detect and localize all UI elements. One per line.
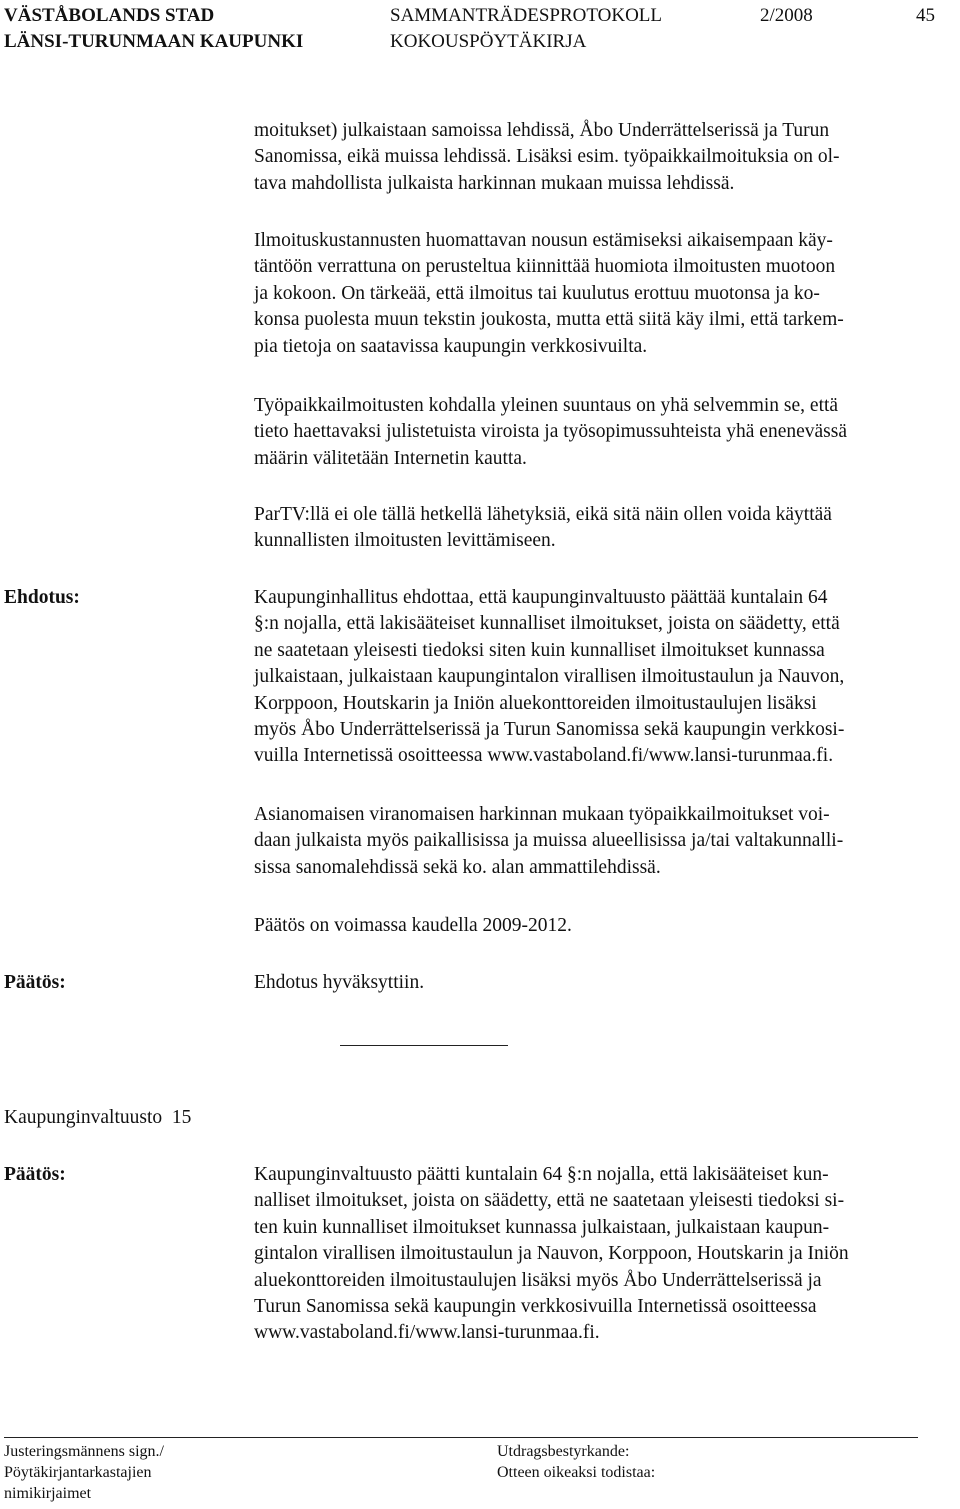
proposal-text-2 (254, 802, 958, 881)
text-line: kunnallisten ilmoitusten levittämiseen. (254, 530, 556, 552)
footer-signature-label (4, 1441, 164, 1504)
text-line: Turun Sanomissa sekä kaupungin verkkosivuilla Internetissä osoitteessa (254, 1296, 817, 1318)
text-line: tieto haettavaksi julistetuista viroista ja työsopimussuhteista yhä enenevässä (254, 421, 847, 443)
paragraph-1 (254, 118, 958, 197)
text-line: konsa puolesta muun tekstin joukosta, mutta että siitä käy ilmi, että tarkem- (254, 309, 844, 331)
text-line: täntöön verrattuna on perusteltua kiinnittää huomiota ilmoitusten muotoon (254, 256, 836, 278)
doc-number: 2/2008 (760, 5, 813, 26)
text-line: aluekonttoreiden ilmoitustaulujen lisäksi myös Åbo Underrättelserissä ja (254, 1269, 822, 1291)
text-line: www.vastaboland.fi/www.lansi-turunmaa.fi. (254, 1322, 600, 1344)
text-line: nalliset ilmoitukset, joista on säädetty, että ne saatetaan yleisesti tiedoksi si- (254, 1190, 845, 1212)
footer-line: Justeringsmännens sign./ (4, 1443, 164, 1460)
decision-text: Ehdotus hyväksyttiin. (254, 972, 425, 993)
text-line: määrin välitetään Internetin kautta. (254, 447, 527, 469)
text-line: moitukset) julkaistaan samoissa lehdissä, Åbo Underrättelserissä ja Turun (254, 120, 830, 141)
text-line: myös Åbo Underrättelserissä ja Turun Sanomissa sekä kaupungin verkkosi- (254, 719, 845, 741)
paragraph-2 (254, 228, 958, 360)
text-line: gintalon virallisen ilmoitustaulun ja Nauvon, Korppoon, Houtskarin ja Iniön (254, 1243, 849, 1265)
validity-text: Päätös on voimassa kaudella 2009-2012. (254, 915, 572, 936)
text-line: Työpaikkailmoitusten kohdalla yleinen suuntaus on yhä selvemmin se, että (254, 395, 839, 416)
decision-label: Päätös: (4, 972, 66, 993)
footer-rule (4, 1437, 918, 1438)
text-line: julkaistaan, julkaistaan kaupungintalon virallisen ilmoitustaulun ja Nauvon, (254, 666, 845, 688)
text-line: tava mahdollista julkaista harkinnan mukaan muissa lehdissä. (254, 172, 735, 194)
footer-line: Otteen oikeaksi todistaa: (497, 1464, 656, 1481)
org-name-swedish: VÄSTÅBOLANDS STAD (4, 5, 215, 26)
proposal-label: Ehdotus: (4, 587, 80, 608)
text-line: Sanomissa, eikä muissa lehdissä. Lisäksi esim. työpaikkailmoituksia on ol- (254, 146, 840, 168)
text-line: sissa sanomalehdissä sekä ko. alan ammattilehdissä. (254, 856, 661, 878)
paragraph-3 (254, 393, 958, 472)
org-name-finnish: LÄNSI-TURUNMAAN KAUPUNKI (4, 31, 304, 52)
footer-line: Pöytäkirjantarkastajien (4, 1464, 152, 1481)
text-line: ten kuin kunnalliset ilmoitukset kunnassa julkaistaan, julkaistaan kaupun- (254, 1216, 830, 1238)
text-line: ne saatetaan yleisesti tiedoksi siten kuin kunnalliset ilmoitukset kunnassa (254, 639, 825, 661)
text-line: Kaupunginvaltuusto päätti kuntalain 64 §:n nojalla, että lakisääteiset kun- (254, 1164, 829, 1185)
footer-line: nimikirjaimet (4, 1485, 92, 1502)
text-line: Korppoon, Houtskarin ja Iniön aluekonttoreiden ilmoitustaulujen lisäksi (254, 692, 817, 714)
council-decision-label: Päätös: (4, 1164, 66, 1185)
paragraph-4 (254, 502, 958, 555)
footer-line: Utdragsbestyrkande: (497, 1443, 630, 1460)
council-decision-text (254, 1162, 958, 1347)
text-line: pia tietoja on saatavissa kaupungin verkkosivuilta. (254, 335, 648, 357)
doc-type-swedish: SAMMANTRÄDESPROTOKOLL (390, 5, 663, 26)
text-line: Kaupunginhallitus ehdottaa, että kaupunginvaltuusto päättää kuntalain 64 (254, 587, 828, 608)
text-line: ja kokoon. On tärkeää, että ilmoitus tai kuulutus erottuu muotonsa ja ko- (254, 282, 820, 304)
section-divider (340, 1045, 508, 1046)
text-line: §:n nojalla, että lakisääteiset kunnalliset ilmoitukset, joista on säädetty, että (254, 613, 840, 635)
text-line: vuilla Internetissä osoitteessa www.vastaboland.fi/www.lansi-turunmaa.fi. (254, 745, 834, 767)
council-heading: Kaupunginvaltuusto 15 (4, 1107, 192, 1128)
text-line: ParTV:llä ei ole tällä hetkellä lähetyksiä, eikä sitä näin ollen voida käyttää (254, 504, 832, 525)
text-line: Asianomaisen viranomaisen harkinnan mukaan työpaikkailmoitukset voi- (254, 804, 830, 825)
text-line: Ilmoituskustannusten huomattavan nousun estämiseksi aikaisempaan käy- (254, 230, 833, 251)
footer-certification-label (497, 1441, 655, 1483)
page-number: 45 (916, 5, 935, 26)
text-line: daan julkaista myös paikallisissa ja muissa alueellisissa ja/tai valtakunnalli- (254, 830, 844, 852)
proposal-text (254, 585, 958, 770)
doc-type-finnish: KOKOUSPÖYTÄKIRJA (390, 31, 587, 52)
